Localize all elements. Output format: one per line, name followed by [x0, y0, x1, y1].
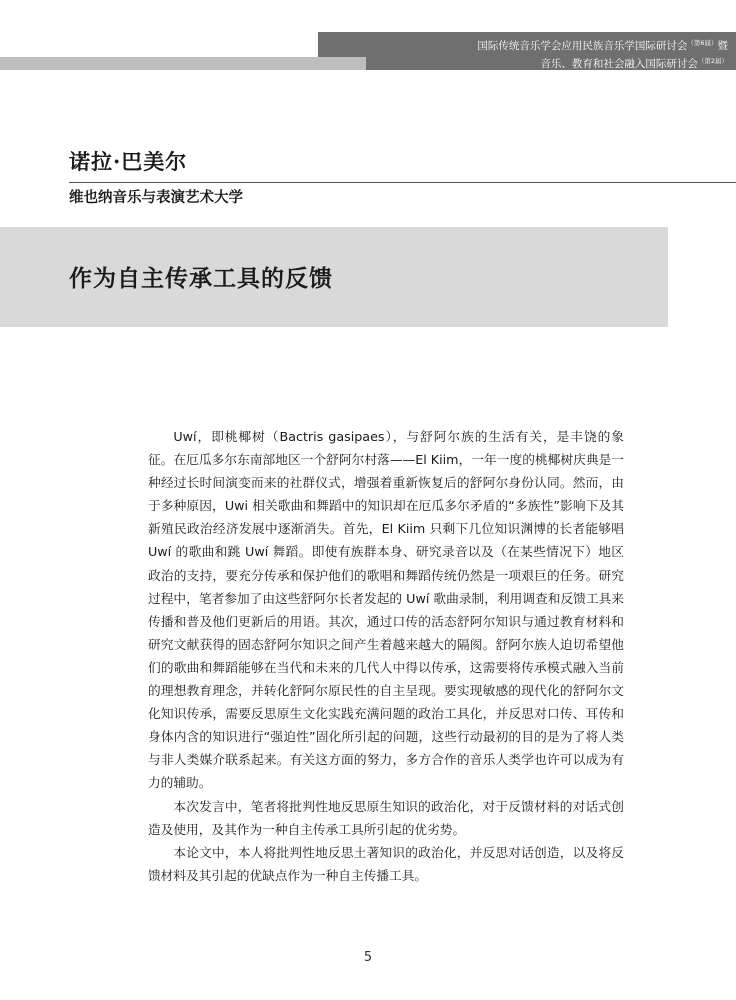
author-divider	[69, 182, 736, 183]
body-paragraph-3: 本论文中，本人将批判性地反思土著知识的政治化，并反思对话创造，以及将反馈材料及其引起的优缺点作为一种自主传播工具。	[148, 844, 624, 883]
page-number: 5	[363, 950, 373, 965]
running-header-line-1: 国际传统音乐学会应用民族音乐学国际研讨会$^{(第6届)}$暨	[477, 39, 728, 52]
abstract-body	[148, 425, 624, 887]
author-affiliation: 维也纳音乐与表演艺术大学	[69, 189, 243, 206]
running-header-line-2: 音乐、教育和社会融入国际研讨会$^{(第2届)}$	[540, 57, 728, 70]
body-paragraph-1: Uwí，即桃椰树（Bactris gasipaes），与舒阿尔族的生活有关，是丰饶的象征。在厄瓜多尔东南部地区一个舒阿尔村落——El Kiim，一年一度的桃椰树庆典是一种经过长时间演变而来的社群仪式，增强着重新恢复后的舒阿尔身份认同。然而，由于多种原因，Uwi 相关歌曲和舞蹈中的知识却在厄瓜多尔矛盾的“多族性”影响下及其新殖民政治经济发展中逐渐消失。首先，El Kiim 只剩下几位知识渊博的长者能够唱 Uwí 的歌曲和跳 Uwí 舞蹈。即使有族群本身、研究录音以及（在某些情况下）地区政治的支持，要充分传承和保护他们的歌唱和舞蹈传统仍然是一项艰巨的任务。研究过程中，笔者参加了由这些舒阿尔长者发起的 Uwí 歌曲录制，利用调查和反馈工具来传播和普及他们更新后的用语。其次，通过口传的活态舒阿尔知识与通过教育材料和研究文献获得的固态舒阿尔知识之间产生着越来越大的隔阂。舒阿尔族人迫切希望他们的歌曲和舞蹈能够在当代和未来的几代人中得以传承，这需要将传承模式融入当前的理想教育理念，并转化舒阿尔原民性的自主呈现。要实现敏感的现代化的舒阿尔文化知识传承，需要反思原生文化实践充满问题的政治工具化，并反思对口传、耳传和身体内含的知识进行“强迫性”固化所引起的问题，这些行动最初的目的是为了将人类与非人类媒介联系起来。有关这方面的努力，多方合作的音乐人类学也许可以成为有力的辅助。	[148, 429, 624, 791]
header-band-light	[0, 57, 366, 70]
article-title: 作为自主传承工具的反馈	[69, 265, 333, 292]
running-header	[398, 36, 728, 72]
author-name: 诺拉·巴美尔	[69, 149, 188, 174]
body-paragraph-2: 本次发言中，笔者将批判性地反思原生知识的政治化，对于反馈材料的对话式创造及使用，及其作为一种自主传承工具所引起的优劣势。	[148, 798, 624, 837]
